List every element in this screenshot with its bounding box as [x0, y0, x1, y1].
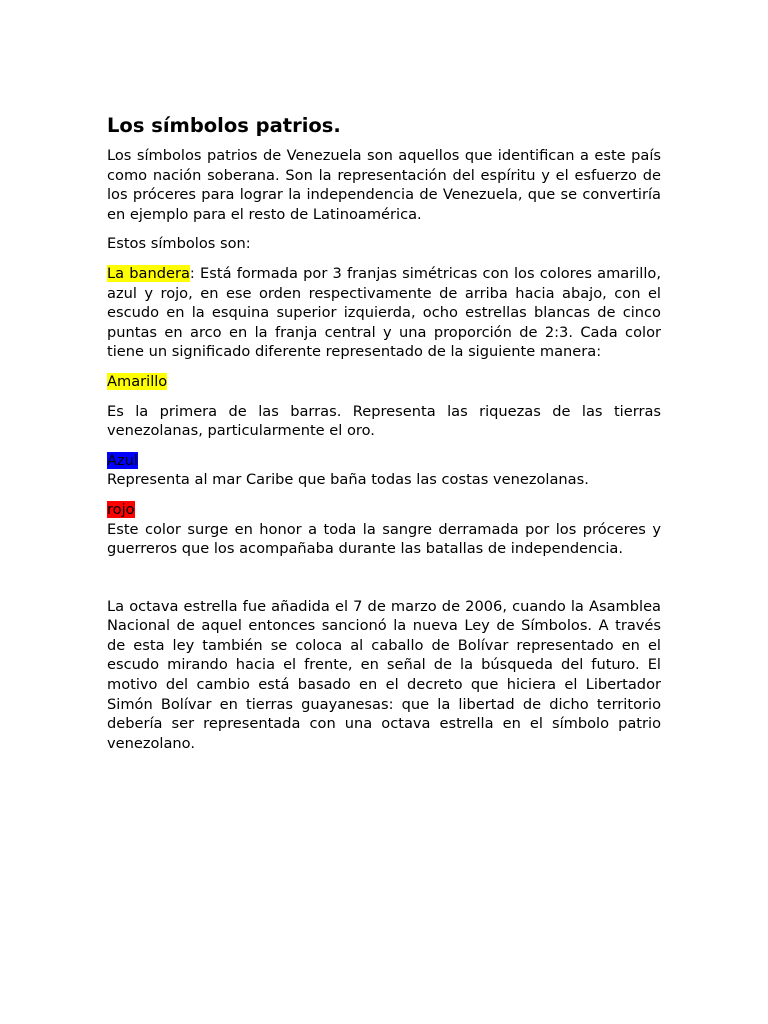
- intro-paragraph: Los símbolos patrios de Venezuela son aquellos que identifican a este país como nación soberana. Son la representación del espíritu y el esfuerzo de los próceres para lograr la independencia de Venezuela, que se convertiría en ejemplo para el resto de Latinoamérica.: [107, 147, 661, 223]
- blue-label-line: [107, 451, 661, 471]
- flag-paragraph: [107, 264, 661, 362]
- flag-term-highlight: La bandera: [107, 264, 190, 282]
- flag-description: : Está formada por 3 franjas simétricas con los colores amarillo, azul y rojo, en ese orden respectivamente de arriba hacia abajo, con el escudo en la esquina superior izquierda, ocho estrellas blancas de cinco puntas en arco en la franja central y una proporción de 2:3. Cada color tiene un significado diferente representado de la siguiente manera:: [107, 264, 661, 361]
- yellow-paragraph: Es la primera de las barras. Representa las riquezas de las tierras venezolanas, particularmente el oro.: [107, 402, 661, 440]
- document-title: Los símbolos patrios.: [107, 114, 341, 137]
- yellow-label: Amarillo: [107, 372, 168, 390]
- star-paragraph: La octava estrella fue añadida el 7 de marzo de 2006, cuando la Asamblea Nacional de aquel entonces sancionó la nueva Ley de Símbolos. A través de esta ley también se coloca al caballo de Bolívar representado en el escudo mirando hacia el frente, en señal de la búsqueda del futuro. El motivo del cambio está basado en el decreto que hiciera el Libertador Simón Bolívar en tierras guayanesas: que la libertad de dicho territorio debería ser representada con una octava estrella en el símbolo patrio venezolano.: [107, 597, 661, 752]
- red-label-line: [107, 500, 661, 520]
- red-paragraph: Este color surge en honor a toda la sangre derramada por los próceres y guerreros que los acompañaba durante las batallas de independencia.: [107, 520, 661, 558]
- red-label: rojo: [107, 500, 135, 518]
- document-page: [107, 112, 661, 753]
- blue-label: Azul: [107, 451, 138, 469]
- yellow-label-line: [107, 372, 661, 392]
- list-intro-paragraph: Estos símbolos son:: [107, 235, 251, 253]
- blue-paragraph: Representa al mar Caribe que baña todas las costas venezolanas.: [107, 471, 589, 489]
